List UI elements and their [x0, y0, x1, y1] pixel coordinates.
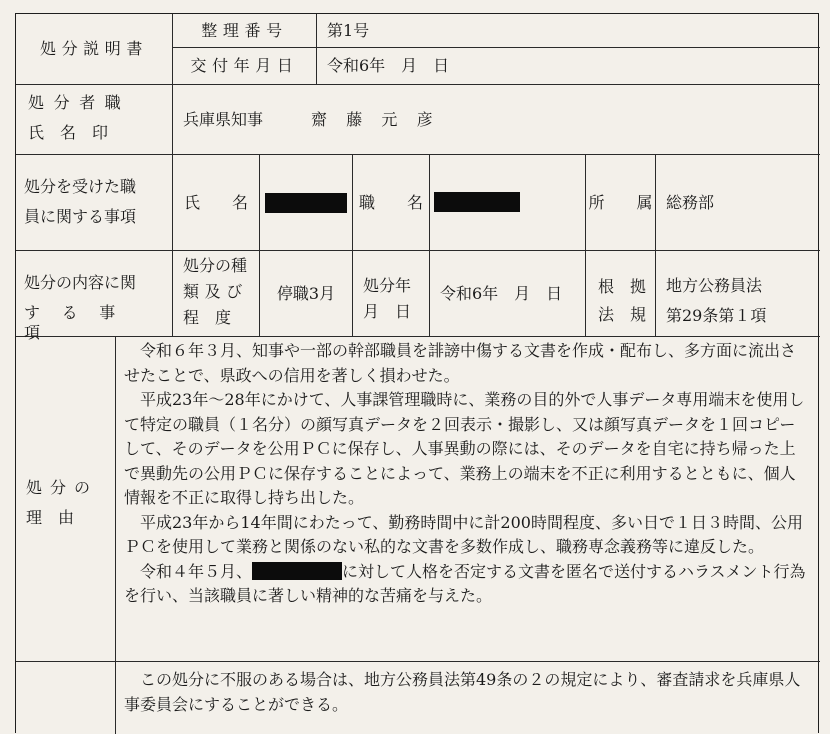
- shokuin-label-line2: 員に関する事項: [24, 207, 137, 226]
- seiri-value: 第1号: [327, 20, 370, 40]
- post-value-cell: [430, 155, 586, 251]
- dept-value-cell: [656, 155, 820, 251]
- kofu-value: 令和6年 月 日: [327, 56, 450, 75]
- form-title-cell: [16, 14, 173, 85]
- riyu-label-line2: 理 由: [26, 508, 75, 527]
- shobunsha-name: 齋 藤 元 彦: [311, 109, 435, 129]
- disposition-form: [15, 13, 819, 733]
- riyu-paragraph-3: 平成23年から14年間にわたって、勤務時間中に計200時間程度、多い日で１日３時間、公用ＰＣを使用して業務と関係のない私的な文書を多数作成し、職務専念義務等に違反した。: [124, 512, 803, 556]
- shobunsha-value-cell: [173, 85, 820, 155]
- kyoji-text-cell: [116, 662, 820, 734]
- kind-label-3: 程 度: [183, 308, 232, 327]
- kyoji-label-cell: [16, 662, 116, 734]
- riyu-paragraph-1: 令和６年３月、知事や一部の幹部職員を誹謗中傷する文書を作成・配布し、多方面に流出させたことで、県政への信用を著しく損わせた。: [124, 341, 797, 385]
- name-label-cell: [173, 155, 260, 251]
- kind-value: 停職3月: [276, 283, 336, 303]
- naiyo-label-cell: [16, 251, 173, 342]
- riyu-text: [124, 339, 808, 609]
- seiri-label: 整理番号: [201, 20, 288, 40]
- redaction-target: [252, 562, 342, 580]
- redaction-name: [265, 193, 347, 213]
- dept-label-cell: [586, 155, 656, 251]
- law-label-cell: [586, 251, 656, 337]
- shobunsha-label-line2: 氏 名 印: [28, 123, 109, 142]
- kofu-label: 交付年月日: [190, 56, 299, 75]
- kind-label-1: 処分の種: [183, 256, 248, 275]
- date-value-cell: [430, 251, 586, 337]
- kyoji-text: この処分に不服のある場合は、地方公務員法第49条の２の規定により、審査請求を兵庫県人事委員会にすることができる。: [124, 670, 801, 714]
- riyu-label-line1: 処分の: [26, 478, 99, 497]
- kyoji-text-wrap: [124, 668, 808, 717]
- post-label: 職 名: [358, 192, 423, 212]
- seiri-value-cell: [317, 14, 820, 48]
- date-label-cell: [353, 251, 430, 337]
- shobunsha-label-cell: [16, 85, 173, 155]
- riyu-p4-lead: 令和４年５月、: [140, 561, 253, 581]
- post-label-cell: [353, 155, 430, 251]
- law-label-1: 根 拠: [598, 277, 647, 296]
- law-label-2: 法 規: [598, 305, 647, 324]
- dept-label: 所 属: [588, 192, 653, 212]
- redaction-post: [434, 192, 520, 212]
- shobunsha-title: 兵庫県知事: [183, 109, 264, 129]
- riyu-p4-rest: に対して人格を否定する文書を匿名で送付するハラスメント行為を行い、当該職員に著しい精神的な苦痛を与えた。: [124, 561, 806, 605]
- naiyo-label-line2: する事項: [24, 303, 137, 342]
- shokuin-label-cell: [16, 155, 173, 251]
- law-value-2: 第29条第１項: [666, 306, 767, 325]
- date-label-1: 処分年: [363, 276, 412, 295]
- riyu-text-cell: [116, 337, 820, 662]
- naiyo-label-line1: 処分の内容に関: [24, 273, 137, 292]
- date-label-2: 月 日: [363, 302, 412, 321]
- law-value-cell: [656, 251, 820, 337]
- kind-label-cell: [173, 251, 260, 337]
- riyu-paragraph-4: [124, 560, 808, 609]
- kind-value-cell: [260, 251, 353, 337]
- shobunsha-label-line1: 処分者職: [28, 93, 131, 112]
- seiri-label-cell: [173, 14, 317, 48]
- kofu-label-cell: [173, 48, 317, 85]
- form-title: 処分説明書: [39, 39, 148, 58]
- shokuin-label-line1: 処分を受けた職: [24, 177, 137, 196]
- kofu-value-cell: [317, 48, 820, 85]
- name-value-cell: [260, 155, 353, 251]
- law-value-1: 地方公務員法: [666, 276, 763, 295]
- riyu-label-cell: [16, 337, 116, 662]
- kind-label-2: 類及び: [183, 282, 248, 301]
- date-value: 令和6年 月 日: [440, 283, 563, 303]
- riyu-paragraph-2: 平成23年～28年にかけて、人事課管理職時に、業務の目的外で人事データ専用端末を使用して特定の職員（１名分）の顔写真データを２回表示・撮影し、又は顔写真データを１回コピーして、そのデータを公用ＰＣに保存し、人事異動の際には、そのデータを自宅に持ち帰った上で異動先の公用ＰＣに保存することによって、業務上の端末を不正に利用するとともに、個人情報を不正に取得し持ち出した。: [124, 390, 805, 507]
- name-label: 氏 名: [183, 192, 248, 212]
- dept-value: 総務部: [666, 192, 715, 212]
